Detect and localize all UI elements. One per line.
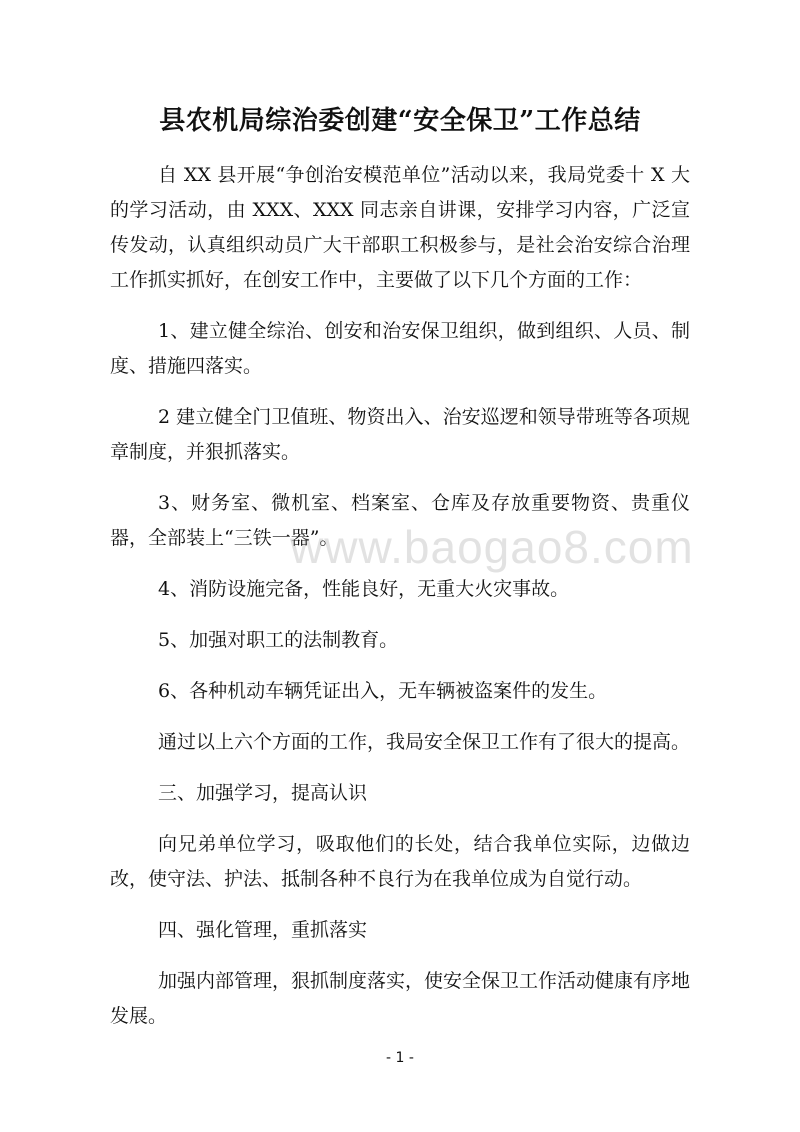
paragraph-section-4: 加强内部管理，狠抓制度落实，使安全保卫工作活动健康有序地发展。 bbox=[110, 970, 691, 1027]
section-heading-4: 四、强化管理，重抓落实 bbox=[158, 919, 368, 941]
paragraph-item-2: 2 建立健全门卫值班、物资出入、治安巡逻和领导带班等各项规章制度，并狠抓落实。 bbox=[110, 406, 690, 463]
paragraph-section-3: 向兄弟单位学习，吸取他们的长处，结合我单位实际，边做边改，使守法、护法、抵制各种不良行为在我单位成为自觉行动。 bbox=[110, 833, 690, 890]
watermark: www.baogao8.com bbox=[290, 521, 694, 573]
paragraph-summary: 通过以上六个方面的工作，我局安全保卫工作有了很大的提高。 bbox=[158, 731, 691, 753]
paragraph-item-1: 1、建立健全综治、创安和治安保卫组织，做到组织、人员、制度、措施四落实。 bbox=[110, 320, 690, 377]
paragraph-intro: 自 XX 县开展“争创治安模范单位”活动以来，我局党委十 X 大的学习活动，由 XXX、XXX 同志亲自讲课，安排学习内容，广泛宣传发动，认真组织动员广大干部职工积极参与，是社会治安综合治理工作抓实抓好，在创安工作中，主要做了以下几个方面的工作： bbox=[110, 164, 690, 291]
page-number: - 1 - bbox=[386, 1050, 414, 1066]
document-title: 县农机局综治委创建“安全保卫”工作总结 bbox=[159, 106, 641, 136]
paragraph-item-4: 4、消防设施完备，性能良好，无重大火灾事故。 bbox=[158, 578, 570, 600]
paragraph-item-6: 6、各种机动车辆凭证出入，无车辆被盗案件的发生。 bbox=[158, 680, 608, 702]
paragraph-item-3: 3、财务室、微机室、档案室、仓库及存放重要物资、贵重仪器，全部装上“三铁一器”。 bbox=[110, 492, 690, 549]
paragraph-item-5: 5、加强对职工的法制教育。 bbox=[158, 629, 399, 651]
section-heading-3: 三、加强学习，提高认识 bbox=[158, 782, 368, 804]
document-body bbox=[110, 158, 690, 1050]
